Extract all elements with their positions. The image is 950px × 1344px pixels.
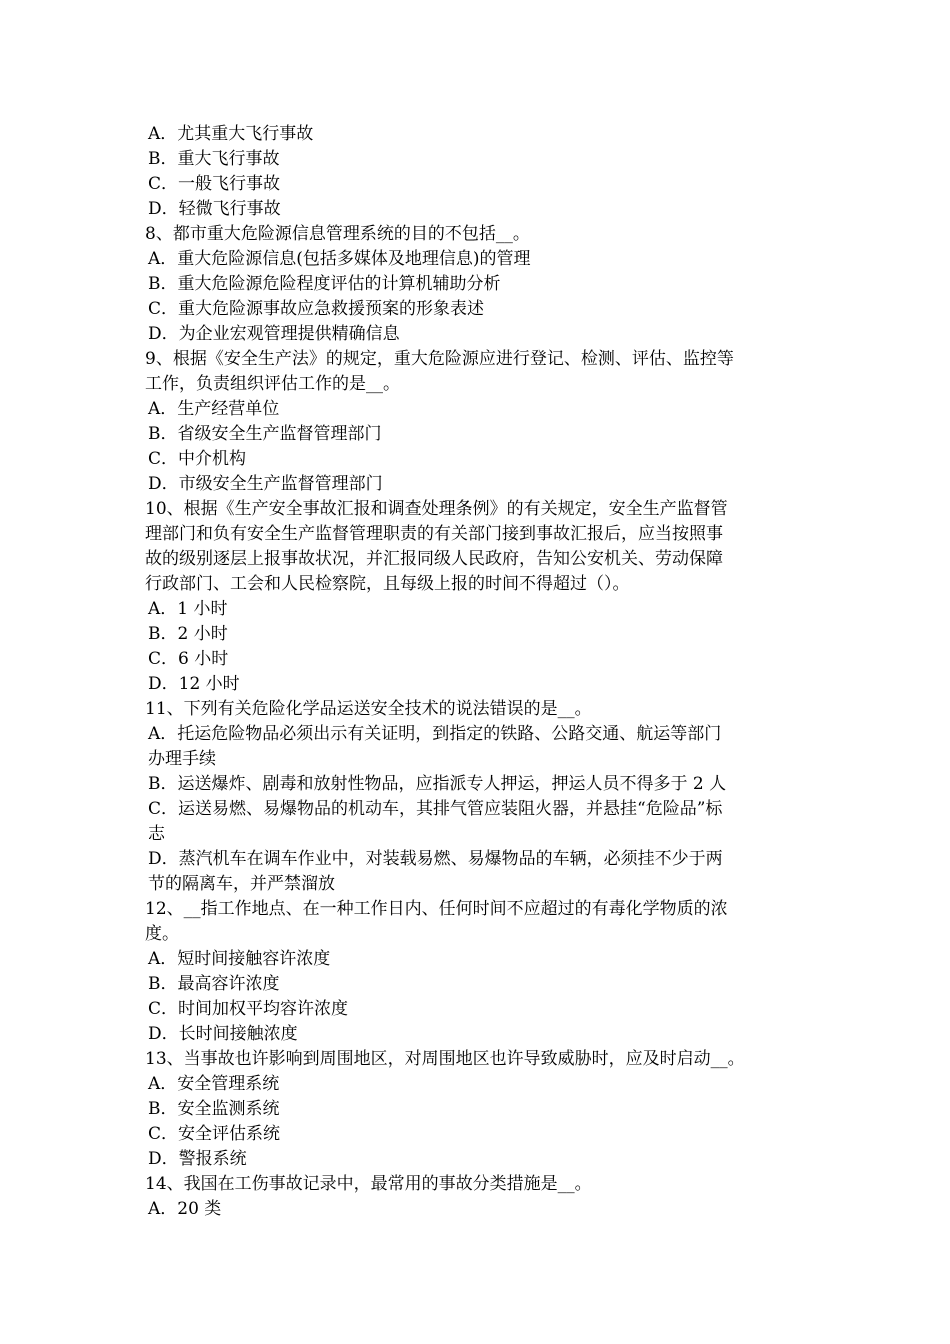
- question-stem: [145, 1047, 810, 1072]
- question-stem: [145, 897, 810, 947]
- answer-option: [145, 1122, 810, 1147]
- text-line: A．1 小时: [148, 599, 228, 619]
- answer-option: [145, 972, 810, 997]
- text-line: D．蒸汽机车在调车作业中，对装载易燃、易爆物品的车辆，必须挂不少于两: [148, 849, 723, 869]
- answer-option: [145, 647, 810, 672]
- question-stem: [145, 347, 810, 397]
- text-line: A．20 类: [148, 1199, 222, 1219]
- text-line: D．市级安全生产监督管理部门: [148, 474, 383, 494]
- question-stem: [145, 222, 810, 247]
- text-line: 度。: [145, 924, 179, 944]
- text-line: 9、根据《安全生产法》的规定，重大危险源应进行登记、检测、评估、监控等: [145, 349, 734, 369]
- text-line: B．2 小时: [148, 624, 228, 644]
- text-line: 故的级别逐层上报事故状况，并汇报同级人民政府，告知公安机关、劳动保障: [145, 549, 723, 569]
- text-line: D．警报系统: [148, 1149, 247, 1169]
- text-line: A．安全管理系统: [148, 1074, 280, 1094]
- text-line: B．省级安全生产监督管理部门: [148, 424, 382, 444]
- answer-option: [145, 772, 810, 797]
- answer-option: [145, 247, 810, 272]
- text-line: C．安全评估系统: [148, 1124, 281, 1144]
- text-line: 节的隔离车，并严禁溜放: [148, 874, 335, 894]
- text-line: 8、都市重大危险源信息管理系统的目的不包括__。: [145, 224, 530, 244]
- text-line: B．最高容许浓度: [148, 974, 280, 994]
- text-line: D．长时间接触浓度: [148, 1024, 298, 1044]
- text-line: C．一般飞行事故: [148, 174, 281, 194]
- text-line: C．时间加权平均容许浓度: [148, 999, 349, 1019]
- text-line: C．中介机构: [148, 449, 247, 469]
- answer-option: [145, 172, 810, 197]
- document-body: [145, 122, 810, 1222]
- answer-option: [145, 122, 810, 147]
- answer-option: [145, 1022, 810, 1047]
- text-line: A．生产经营单位: [148, 399, 280, 419]
- answer-option: [145, 472, 810, 497]
- answer-option: [145, 722, 810, 772]
- text-line: 行政部门、工会和人民检察院，且每级上报的时间不得超过（）。: [145, 574, 630, 594]
- text-line: B．安全监测系统: [148, 1099, 280, 1119]
- answer-option: [145, 1197, 810, 1222]
- answer-option: [145, 797, 810, 847]
- text-line: 13、当事故也许影响到周围地区，对周围地区也许导致威胁时，应及时启动__。: [145, 1049, 745, 1069]
- answer-option: [145, 147, 810, 172]
- question-stem: [145, 1172, 810, 1197]
- text-line: 12、__指工作地点、在一种工作日内、任何时间不应超过的有毒化学物质的浓: [145, 899, 728, 919]
- text-line: D．12 小时: [148, 674, 240, 694]
- text-line: 14、我国在工伤事故记录中，最常用的事故分类措施是__。: [145, 1174, 592, 1194]
- answer-option: [145, 1097, 810, 1122]
- text-line: D．轻微飞行事故: [148, 199, 281, 219]
- answer-option: [145, 272, 810, 297]
- text-line: 10、根据《生产安全事故汇报和调查处理条例》的有关规定，安全生产监督管: [145, 499, 728, 519]
- text-line: 11、下列有关危险化学品运送安全技术的说法错误的是__。: [145, 699, 592, 719]
- answer-option: [145, 397, 810, 422]
- text-line: B．重大危险源危险程度评估的计算机辅助分析: [148, 274, 501, 294]
- text-line: B．运送爆炸、剧毒和放射性物品，应指派专人押运，押运人员不得多于 2 人: [148, 774, 727, 794]
- answer-option: [145, 1072, 810, 1097]
- text-line: A．短时间接触容许浓度: [148, 949, 331, 969]
- answer-option: [145, 447, 810, 472]
- text-line: A．尤其重大飞行事故: [148, 124, 314, 144]
- answer-option: [145, 422, 810, 447]
- text-line: A．重大危险源信息(包括多媒体及地理信息)的管理: [148, 249, 531, 269]
- answer-option: [145, 622, 810, 647]
- answer-option: [145, 597, 810, 622]
- answer-option: [145, 197, 810, 222]
- text-line: 理部门和负有安全生产监督管理职责的有关部门接到事故汇报后，应当按照事: [145, 524, 723, 544]
- answer-option: [145, 322, 810, 347]
- answer-option: [145, 947, 810, 972]
- answer-option: [145, 297, 810, 322]
- text-line: C．6 小时: [148, 649, 229, 669]
- text-line: A．托运危险物品必须出示有关证明，到指定的铁路、公路交通、航运等部门: [148, 724, 722, 744]
- text-line: C．重大危险源事故应急救援预案的形象表述: [148, 299, 485, 319]
- answer-option: [145, 1147, 810, 1172]
- answer-option: [145, 847, 810, 897]
- text-line: C．运送易燃、易爆物品的机动车，其排气管应装阻火器，并悬挂“危险品”标: [148, 799, 723, 819]
- answer-option: [145, 672, 810, 697]
- text-line: B．重大飞行事故: [148, 149, 280, 169]
- text-line: 办理手续: [148, 749, 216, 769]
- text-line: 志: [148, 824, 165, 844]
- question-stem: [145, 497, 810, 597]
- question-stem: [145, 697, 810, 722]
- answer-option: [145, 997, 810, 1022]
- text-line: 工作，负责组织评估工作的是__。: [145, 374, 400, 394]
- text-line: D．为企业宏观管理提供精确信息: [148, 324, 400, 344]
